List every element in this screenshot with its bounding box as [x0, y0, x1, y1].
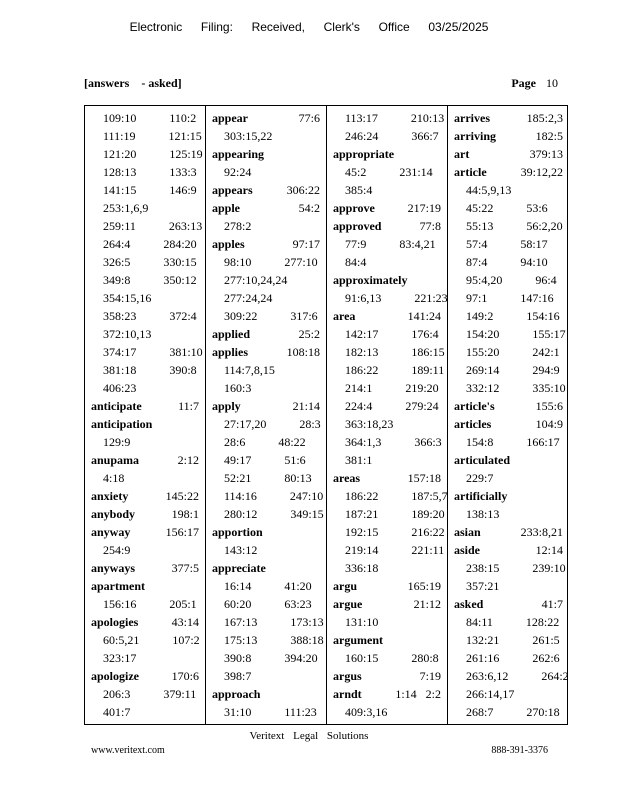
index-reference: 233:8,21 — [520, 525, 563, 539]
index-term: artificially — [454, 489, 508, 503]
index-reference-line: 268:7 270:18 — [466, 705, 560, 719]
index-reference-line: 109:10 110:2 — [103, 111, 197, 125]
index-reference-line: 16:14 41:20 — [224, 579, 312, 593]
index-term: appears — [212, 183, 253, 197]
index-entry — [327, 667, 447, 685]
index-entry — [327, 469, 447, 487]
index-reference-line: 277:10,24,24 — [224, 273, 288, 287]
index-entry — [85, 559, 205, 577]
index-entry — [206, 685, 326, 703]
index-reference-line: 259:11 263:13 — [103, 219, 203, 233]
index-reference-line: 154:8 166:17 — [466, 435, 560, 449]
index-term: anticipation — [91, 417, 153, 431]
index-reference-line: 206:3 379:11 — [103, 687, 197, 701]
index-entry — [327, 271, 447, 289]
index-reference-line: 224:4 279:24 — [345, 399, 439, 413]
index-reference: 165:19 — [407, 579, 441, 593]
index-reference-line: 138:13 — [466, 507, 500, 521]
index-reference-line: 4:18 — [103, 471, 125, 485]
index-reference-line: 142:17 176:4 — [345, 327, 439, 341]
index-reference-line: 60:5,21 107:2 — [103, 633, 200, 647]
index-range: [answers - asked] — [84, 76, 182, 90]
index-reference-line: 97:1 147:16 — [466, 291, 554, 305]
index-term: applied — [212, 327, 251, 341]
index-entry — [327, 631, 447, 649]
index-reference-line: 186:22 187:5,7 — [345, 489, 448, 503]
index-reference-line: 358:23 372:4 — [103, 309, 197, 323]
index-reference-line: 175:13 388:18 — [224, 633, 324, 647]
index-term: applies — [212, 345, 249, 359]
index-reference-line: 238:15 239:10 — [466, 561, 566, 575]
index-reference-line: 187:21 189:20 — [345, 507, 445, 521]
index-term: apologize — [91, 669, 139, 683]
index-reference-line: 323:17 — [103, 651, 137, 665]
index-entry — [448, 397, 569, 415]
index-reference-line: 155:20 242:1 — [466, 345, 560, 359]
index-entry — [206, 109, 326, 127]
index-reference-line: 269:14 294:9 — [466, 363, 560, 377]
index-term: arrives — [454, 111, 490, 125]
index-reference-line: 409:3,16 — [345, 705, 388, 719]
index-reference-line: 401:7 — [103, 705, 131, 719]
index-reference-line: 261:16 262:6 — [466, 651, 560, 665]
index-entry — [448, 595, 569, 613]
index-reference-line: 92:24 — [224, 165, 252, 179]
index-reference-line: 141:15 146:9 — [103, 183, 197, 197]
index-reference-line: 167:13 173:13 — [224, 615, 324, 629]
index-reference-line: 266:14,17 — [466, 687, 515, 701]
index-term: articulated — [454, 453, 510, 467]
index-reference: 21:14 — [292, 399, 320, 413]
index-term: appear — [212, 111, 248, 125]
index-entry — [448, 523, 569, 541]
index-reference-line: 27:17,20 28:3 — [224, 417, 321, 431]
index-reference-line: 77:9 83:4,21 — [345, 237, 436, 251]
index-entry — [85, 577, 205, 595]
index-reference: 7:19 — [419, 669, 441, 683]
footer-company: Veritext Legal Solutions — [249, 730, 369, 742]
index-reference: 43:14 — [171, 615, 199, 629]
index-term: anybody — [91, 507, 136, 521]
index-reference: 185:2,3 — [526, 111, 563, 125]
index-reference-line: 372:10,13 — [103, 327, 152, 341]
index-reference-line: 91:6,13 221:23 — [345, 291, 448, 305]
index-term: aside — [454, 543, 481, 557]
index-term: apportion — [212, 525, 263, 539]
index-reference-line: 154:20 155:17 — [466, 327, 566, 341]
index-reference-line: 84:11 128:22 — [466, 615, 560, 629]
index-entry — [206, 181, 326, 199]
index-term: arndt — [333, 687, 362, 701]
index-term: anxiety — [91, 489, 129, 503]
index-entry — [206, 559, 326, 577]
index-reference-line: 45:22 53:6 — [466, 201, 548, 215]
index-reference: 198:1 — [171, 507, 199, 521]
index-reference-line: 57:4 58:17 — [466, 237, 548, 251]
index-entry — [327, 307, 447, 325]
index-term: argu — [333, 579, 357, 593]
index-reference: 379:13 — [529, 147, 563, 161]
index-reference: 104:9 — [535, 417, 563, 431]
index-entry — [85, 451, 205, 469]
index-reference-line: 143:12 — [224, 543, 258, 557]
index-reference-line: 60:20 63:23 — [224, 597, 312, 611]
index-entry — [206, 343, 326, 361]
index-reference: 157:18 — [407, 471, 441, 485]
index-reference: 41:7 — [541, 597, 563, 611]
index-reference-line: 263:6,12 264:2 — [466, 669, 569, 683]
index-entry — [206, 397, 326, 415]
index-reference-line: 45:2 231:14 — [345, 165, 433, 179]
index-term: asian — [454, 525, 481, 539]
footer-website: www.veritext.com — [91, 745, 165, 756]
index-term: anyways — [91, 561, 136, 575]
index-reference-line: 114:16 247:10 — [224, 489, 324, 503]
index-reference-line: 31:10 111:23 — [224, 705, 317, 719]
index-reference-line: 132:21 261:5 — [466, 633, 560, 647]
index-term: articles — [454, 417, 492, 431]
index-reference-line: 128:13 133:3 — [103, 165, 197, 179]
index-reference-line: 87:4 94:10 — [466, 255, 548, 269]
page-indicator — [511, 76, 558, 91]
index-reference: 141:24 — [407, 309, 441, 323]
index-reference-line: 406:23 — [103, 381, 137, 395]
index-reference-line: 214:1 219:20 — [345, 381, 439, 395]
index-entry — [327, 217, 447, 235]
index-reference-line: 280:12 349:15 — [224, 507, 324, 521]
index-term: arriving — [454, 129, 496, 143]
index-entry — [327, 199, 447, 217]
index-reference-line: 160:3 — [224, 381, 252, 395]
index-term: anticipate — [91, 399, 142, 413]
index-entry — [448, 163, 569, 181]
index-reference: 108:18 — [286, 345, 320, 359]
index-term: approximately — [333, 273, 408, 287]
index-term: approved — [333, 219, 382, 233]
index-reference-line: 374:17 381:10 — [103, 345, 203, 359]
index-reference: 39:12,22 — [520, 165, 563, 179]
index-entry — [448, 415, 569, 433]
index-column-3 — [327, 106, 448, 724]
index-entry — [85, 397, 205, 415]
index-reference-line: 336:18 — [345, 561, 379, 575]
index-reference-line: 381:18 390:8 — [103, 363, 197, 377]
index-reference-line: 98:10 277:10 — [224, 255, 318, 269]
index-reference-line: 28:6 48:22 — [224, 435, 306, 449]
index-entry — [448, 541, 569, 559]
index-reference-line: 264:4 284:20 — [103, 237, 197, 251]
index-reference-line: 192:15 216:22 — [345, 525, 445, 539]
index-entry — [448, 451, 569, 469]
index-reference-line: 381:1 — [345, 453, 373, 467]
index-reference-line: 253:1,6,9 — [103, 201, 149, 215]
index-entry — [85, 415, 205, 433]
index-term: argus — [333, 669, 362, 683]
index-term: apartment — [91, 579, 145, 593]
index-term: argument — [333, 633, 383, 647]
index-reference-line: 129:9 — [103, 435, 131, 449]
index-entry — [448, 487, 569, 505]
index-reference-line: 229:7 — [466, 471, 494, 485]
index-reference-line: 160:15 280:8 — [345, 651, 439, 665]
index-reference: 77:6 — [298, 111, 320, 125]
index-reference: 21:12 — [413, 597, 441, 611]
index-entry — [327, 577, 447, 595]
index-reference: 156:17 — [165, 525, 199, 539]
index-entry — [85, 505, 205, 523]
index-reference: 97:17 — [292, 237, 320, 251]
index-reference-line: 95:4,20 96:4 — [466, 273, 557, 287]
index-term: approach — [212, 687, 261, 701]
index-reference-line: 84:4 — [345, 255, 367, 269]
index-reference-line: 390:8 394:20 — [224, 651, 318, 665]
index-reference-line: 186:22 189:11 — [345, 363, 445, 377]
index-term: appropriate — [333, 147, 395, 161]
index-term: art — [454, 147, 470, 161]
index-reference: 25:2 — [298, 327, 320, 341]
index-term: apologies — [91, 615, 139, 629]
index-column-2 — [206, 106, 327, 724]
index-reference-line: 309:22 317:6 — [224, 309, 318, 323]
index-reference-line: 52:21 80:13 — [224, 471, 312, 485]
index-entry — [206, 235, 326, 253]
index-entry — [85, 487, 205, 505]
index-entry — [206, 325, 326, 343]
index-reference: 155:6 — [535, 399, 563, 413]
index-reference-line: 113:17 210:13 — [345, 111, 445, 125]
index-term: appreciate — [212, 561, 266, 575]
index-reference-line: 219:14 221:11 — [345, 543, 445, 557]
page-label: Page — [511, 76, 536, 90]
index-reference-line: 332:12 335:10 — [466, 381, 566, 395]
index-reference-line: 354:15,16 — [103, 291, 152, 305]
index-entry — [206, 145, 326, 163]
index-reference-line: 55:13 56:2,20 — [466, 219, 563, 233]
index-term: anupama — [91, 453, 140, 467]
index-reference: 306:22 — [286, 183, 320, 197]
index-entry — [85, 667, 205, 685]
index-reference-line: 363:18,23 — [345, 417, 394, 431]
index-entry — [327, 145, 447, 163]
index-term: article — [454, 165, 487, 179]
index-term: apples — [212, 237, 245, 251]
index-reference-line: 254:9 — [103, 543, 131, 557]
index-reference-line: 364:1,3 366:3 — [345, 435, 442, 449]
index-term: area — [333, 309, 356, 323]
index-reference: 145:22 — [165, 489, 199, 503]
index-entry — [206, 523, 326, 541]
index-reference: 1:14 2:2 — [395, 687, 441, 701]
index-term: article's — [454, 399, 495, 413]
index-reference: 182:5 — [535, 129, 563, 143]
index-reference: 11:7 — [178, 399, 199, 413]
index-term: anyway — [91, 525, 131, 539]
index-reference-line: 349:8 350:12 — [103, 273, 197, 287]
index-entry — [206, 199, 326, 217]
index-term: approve — [333, 201, 375, 215]
index-reference-line: 44:5,9,13 — [466, 183, 512, 197]
index-reference-line: 114:7,8,15 — [224, 363, 275, 377]
index-term: argue — [333, 597, 363, 611]
index-reference: 217:19 — [407, 201, 441, 215]
index-reference-line: 277:24,24 — [224, 291, 273, 305]
index-reference: 377:5 — [171, 561, 199, 575]
index-reference: 12:14 — [535, 543, 563, 557]
index-reference-line: 111:19 121:15 — [103, 129, 202, 143]
index-entry — [327, 595, 447, 613]
page-number: 10 — [546, 76, 558, 90]
index-reference-line: 385:4 — [345, 183, 373, 197]
index-reference-line: 278:2 — [224, 219, 252, 233]
index-reference: 54:2 — [298, 201, 320, 215]
index-reference-line: 49:17 51:6 — [224, 453, 306, 467]
index-term: asked — [454, 597, 484, 611]
index-term: appearing — [212, 147, 265, 161]
index-term: areas — [333, 471, 361, 485]
index-reference-line: 303:15,22 — [224, 129, 273, 143]
footer-phone: 888-391-3376 — [491, 745, 548, 756]
index-entry — [448, 127, 569, 145]
index-column-1 — [85, 106, 206, 724]
index-reference-line: 156:16 205:1 — [103, 597, 197, 611]
index-reference-line: 131:10 — [345, 615, 379, 629]
index-entry — [85, 613, 205, 631]
index-reference-line: 246:24 366:7 — [345, 129, 439, 143]
index-reference-line: 398:7 — [224, 669, 252, 683]
index-reference: 170:6 — [171, 669, 199, 683]
index-reference-line: 326:5 330:15 — [103, 255, 197, 269]
index-term: apply — [212, 399, 241, 413]
index-reference-line: 149:2 154:16 — [466, 309, 560, 323]
index-entry — [327, 685, 447, 703]
index-reference: 2:12 — [177, 453, 199, 467]
index-entry — [448, 145, 569, 163]
word-index-table — [84, 105, 568, 725]
index-reference-line: 121:20 125:19 — [103, 147, 203, 161]
index-reference: 77:8 — [419, 219, 441, 233]
index-reference-line: 357:21 — [466, 579, 500, 593]
efiling-stamp: Electronic Filing: Received, Clerk's Office 03/25/2025 — [129, 20, 489, 34]
index-entry — [85, 523, 205, 541]
index-column-4 — [448, 106, 569, 724]
index-term: apple — [212, 201, 241, 215]
index-reference-line: 182:13 186:15 — [345, 345, 445, 359]
index-entry — [448, 109, 569, 127]
